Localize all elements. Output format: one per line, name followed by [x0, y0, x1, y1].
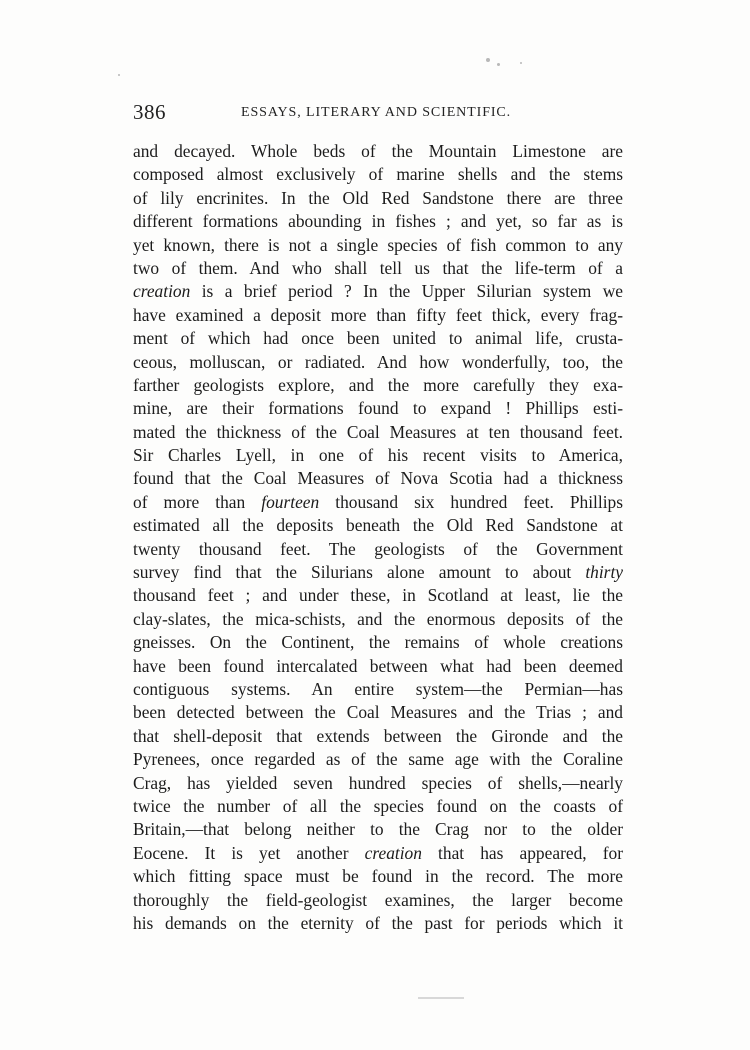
text-line: composed almost exclusively of marine shells and the stems [133, 164, 623, 185]
page-number: 386 [133, 100, 166, 124]
text-line: found that the Coal Measures of Nova Scotia had a thickness [133, 468, 623, 489]
italic-word: creation [133, 281, 191, 302]
text-line: that shell-deposit that extends between the Gironde and the [133, 725, 623, 746]
text-line: different formations abounding in fishes ; and yet, so far as is [133, 211, 623, 232]
text-line: thousand feet ; and under these, in Scotland at least, lie the [133, 585, 623, 606]
text-line: have been found intercalated between what had been deemed [133, 655, 623, 676]
paper-speck [497, 63, 500, 66]
text-line: estimated all the deposits beneath the Old Red Sandstone at [133, 515, 623, 536]
text-line: farther geologists explore, and the more carefully they exa- [133, 374, 623, 395]
text-line: of lily encrinites. In the Old Red Sandstone there are three [133, 187, 623, 208]
text-line: Crag, has yielded seven hundred species of shells,—nearly [133, 772, 623, 793]
paper-speck [486, 58, 490, 62]
running-head: ESSAYS, LITERARY AND SCIENTIFIC. [241, 105, 512, 120]
text-line: Pyrenees, once regarded as of the same age with the Coraline [133, 749, 623, 770]
text-line: mated the thickness of the Coal Measures at ten thousand feet. [133, 421, 623, 442]
text-line: contiguous systems. An entire system—the Permian—has [133, 678, 623, 699]
text-line: two of them. And who shall tell us that the life-term of a [133, 257, 623, 278]
italic-word: thirty [585, 562, 623, 583]
text-line: his demands on the eternity of the past for periods which it [133, 912, 623, 933]
text-line: Britain,—that belong neither to the Crag nor to the older [133, 819, 623, 840]
page-header [133, 100, 623, 130]
bottom-smudge [418, 997, 464, 999]
text-line: twice the number of all the species found on the coasts of [133, 795, 623, 816]
text-line: twenty thousand feet. The geologists of the Government [133, 538, 623, 559]
text-line: ceous, molluscan, or radiated. And how wonderfully, too, the [133, 351, 623, 372]
text-line: have examined a deposit more than fifty feet thick, every frag- [133, 304, 623, 325]
text-line: and decayed. Whole beds of the Mountain Limestone are [133, 141, 623, 161]
text-line: Sir Charles Lyell, in one of his recent visits to America, [133, 445, 623, 466]
text-line: Eocene. It is yet another creation that has appeared, for [133, 842, 623, 863]
text-line: clay-slates, the mica-schists, and the enormous deposits of the [133, 608, 623, 629]
text-line: mine, are their formations found to expand ! Phillips esti- [133, 398, 623, 419]
text-line: gneisses. On the Continent, the remains of whole creations [133, 632, 623, 653]
text-line: been detected between the Coal Measures and the Trias ; and [133, 702, 623, 723]
italic-word: creation [364, 842, 422, 863]
body-text [133, 140, 623, 935]
text-line: of more than fourteen thousand six hundred feet. Phillips [133, 491, 623, 512]
text-line: survey find that the Silurians alone amount to about thirty [133, 562, 623, 583]
text-line: creation is a brief period ? In the Upper Silurian system we [133, 281, 623, 302]
paper-speck [520, 62, 522, 64]
text-line: ment of which had once been united to animal life, crusta- [133, 328, 623, 349]
text-line: which fitting space must be found in the record. The more [133, 866, 623, 887]
paper-speck [118, 74, 120, 76]
italic-word: fourteen [261, 491, 320, 512]
text-line: yet known, there is not a single species of fish common to any [133, 234, 623, 255]
text-line: thoroughly the field-geologist examines, the larger become [133, 889, 623, 910]
